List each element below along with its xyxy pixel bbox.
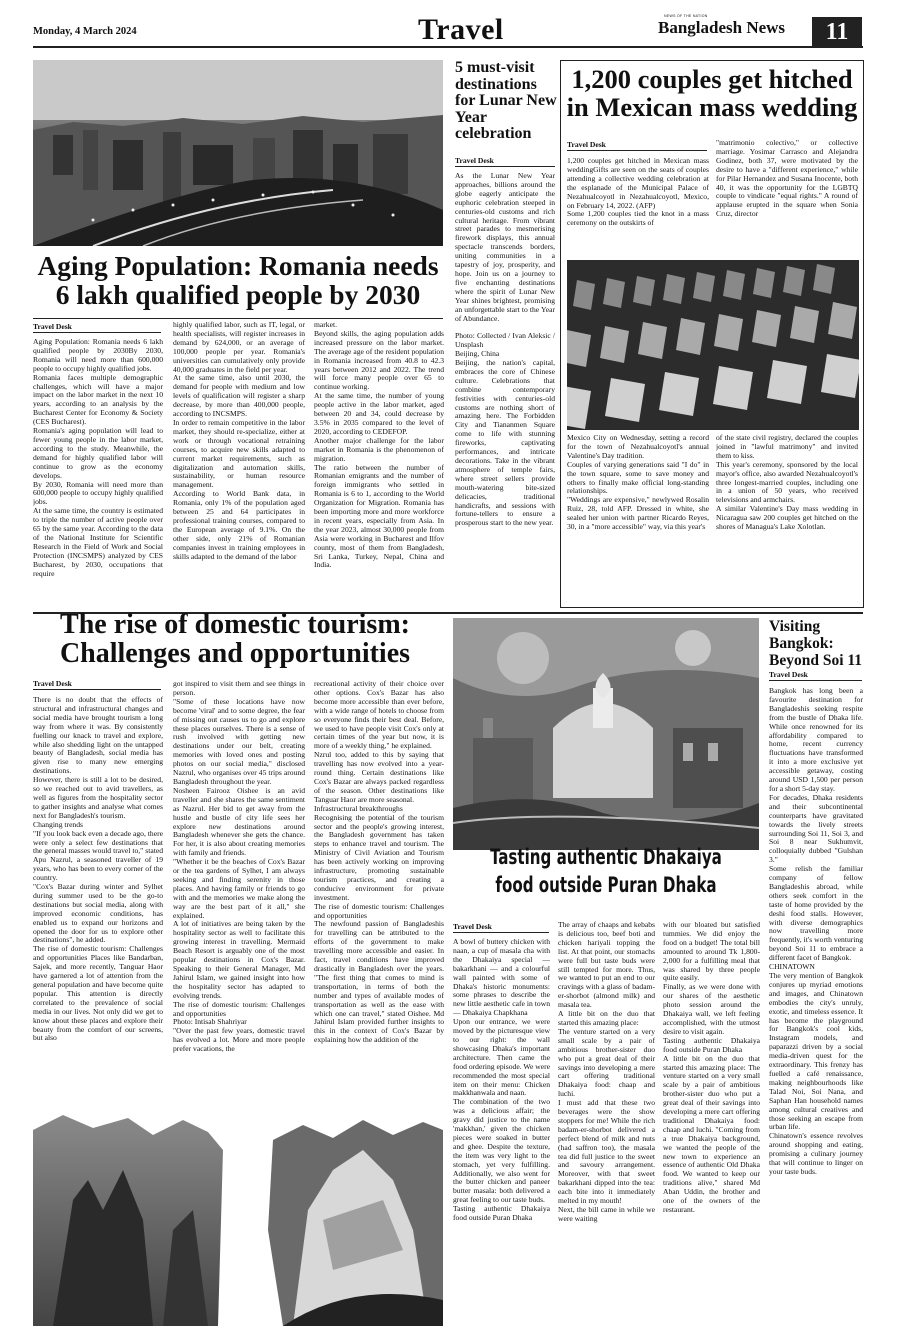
mexico-column-2-top: "matrimonio colectivo," or collective marriage. Yosimar Carrasco and Alejandra Godinez, both 37, were motivated by the desire to have a "different experience," while for Pilar Hernandez and Susana Inocente, both 40, it was the opportunity for the LGBTQ couple to vindicate "equal rights." A round of applause erupted in the square when Sonia Cruz, director [716, 139, 858, 219]
page-number: 11 [812, 17, 862, 47]
bangkok-byline-rule [769, 680, 862, 681]
dhaka-byline-rule [453, 932, 549, 933]
romania-column-2: highly qualified labor, such as IT, legal, or health specialists, will register increases in demand by 624,000, or an average of 100,000 people per year. Romania's universities can cumulatively only provide 40,000 graduates in the field per year. At the same time, also until 2030, the demand for people with medium and low levels of qualification will register a sharp decrease, by more than 400,000 people, according to INCSMPS. In order to remain competitive in the labor market, they should re-specialize, either at work or through vocational retraining courses, to acquire new skills adapted to current market requirements, such as digitalization and automation skills, sustainability, or human resource management. According to World Bank data, in Romania, only 1% of the population aged between 25 and 64 participates in professional training courses, compared to the European average of 9.1%. On the other side, only 21% of Romanian companies invest in training employees in skills adapted to the demand of the labor [173, 321, 305, 561]
tourism-column-1: There is no doubt that the effects of structural and infrastructural changes and social media have brought tourism a long way from where it was. By consistently fuelling our knack to travel and explore, while also shedding light on the untapped beauty of Bangladesh, social media has given rise to many new emerging destinations. However, there is still a lot to be desired, so we reached out to avid travellers, as well as figures from the hospitality sector to gather insights and analyse what comes next for Bangladesh's tourism. Changing trends "If you look back even a decade ago, there were only a select few destinations that the general masses would travel to," stated Apu Nazrul, a seasoned traveller of 19 years, who has been to every corner of the country. "Cox's Bazar during winter and Sylhet during summer used to be the go-to destinations but social media, along with improved economic conditions, has enabled us to expand our horizons and opened the door for us to explore other destinations", he added. The rise of domestic tourism: Challenges and opportunities Places like Bandarban, Sajek, and more recently, Tanguar Haor have garnered a lot of attention from the general population and have become quite popular. This attention is directly correlated to the prevalence of social media in our lives. Not only did we get to know about these places and explore their beauty from the comfort of our screens, but also [33, 696, 163, 1043]
romania-rule [33, 318, 443, 319]
mexico-column-2-bottom: of the state civil registry, declared the couples joined in "lawful matrimony" and invited them to kiss. This year's ceremony, sponsored by the local mayor's office, also awarded Nezahualcoyotl's three longest-married couples, including one in a union of 50 years, who received televisions and armchairs. A similar Valentine's Day mass wedding in Nicaragua saw 200 couples get hitched on the shores of Managua's Lake Xolotlan. [716, 434, 858, 532]
tourism-byline: Travel Desk [33, 679, 72, 688]
lunar-byline-rule [455, 166, 555, 167]
romania-column-1: Aging Population: Romania needs 6 lakh qualified people by 2030By 2030, Romania will need more than 600,000 people to occupy highly qualified jobs. Romania faces multiple demographic challenges, which will have a major impact on the labor market in the next 10 years, according to an analysis by the Bucharest Center for Economy & Society (CES Bucharest). Romania's aging population will lead to fewer young people in the labor market, according to the study. Meanwhile, the demand for highly qualified labor will continue to grow as the economy develops. By 2030, Romania will need more than 600,000 people to occupy highly qualified jobs. At the same time, the country is estimated to triple the number of active people over 65 by the same year. According to the data of the National Institute for Scientific Research in the Field of Work and Social Protection (INCSMPS) analyzed by CES Bucharest, by 2030, occupations that require [33, 338, 163, 578]
lunar-article-text: As the Lunar New Year approaches, billions around the globe eagerly anticipate the euphoric celebration steeped in centuries-old customs and rich cultural heritage. From vibrant street parades to mesmerising firework displays, this annual spectacle transcends borders, uniting communities in a tapestry of joy, prosperity, and hope. Join us on a journey to five enchanting destinations where the spirit of Lunar New Year shines brightest, promising an unforgettable start to the Year of Abundance. Photo: Collected / Ivan Aleksic / Unsplash Beijing, China Beijing, the nation's capital, embraces the core of Chinese culture. Celebrations that combine contemporary festivities with centuries-old customs are nothing short of amazing here. The Forbidden City and Tiananmen Square come to life with stunning fireworks, captivating performances, and intricate decorations. Take in the vibrant atmosphere of temple fairs, where street sellers provide mouth-watering bite-sized delicacies, traditional handicrafts, and sessions with fortune-tellers to ensure a prosperous start to the new year. [455, 172, 555, 528]
mexico-column-1-bottom: Mexico City on Wednesday, setting a record for the town of Nezahualcoyotl's annual Valentine's Day tradition. Couples of varying generations said "I do" in the town square, some to save money and others to finally make official long-standing relationships. "Weddings are expensive," newlywed Rosalin Ruiz, 28, told AFP. Dressed in white, she sealed her union with partner Ricardo Reyes, 30, in a "more accessible" way, via this year's [567, 434, 709, 532]
romania-headline: Aging Population: Romania needs 6 lakh qualified people by 2030 [37, 250, 439, 310]
tourism-byline-rule [33, 689, 161, 690]
mass-wedding-chairs-photo [567, 260, 859, 430]
romania-city-photo [33, 60, 443, 246]
dhaka-headline: Tasting authentic Dhakaiya food outside Puran Dhaka [490, 845, 722, 898]
dhaka-column-3: with our bloated but satisfied tummies. We did enjoy the food on a budget! The total bill amounted to around Tk 1,800-2,000 for a fulfilling meal that was shared by three people quite easily. Finally, as we were done with our shares of the aesthetic photo session around the Dhakaiya wall, we left feeling accomplished, with the utmost desire to visit again. Tasting authentic Dhakaiya food outside Puran Dhaka A little bit on the duo that started this amazing place: The venture started on a very small scale by a pair of ambitious brother-sister duo who put a great deal of their savings into developing a mere cart offering traditional Dhakaiya food: chaap and luchi. "Coming from a true Dhakaiya background, we wanted the people of the new town to experience an essence of authentic Old Dhaka food. We wanted to keep our traditions alive," shared Md Aban Uddin, the brother and one of the owners of the restaurant. [663, 921, 760, 1214]
bangkok-article-text: Bangkok has long been a favourite destination for Bangladeshis seeking respite from the bustle of Dhaka life. While once renowned for its affordability compared to home, recent currency fluctuations have transformed it into a more exclusive yet accessible getaway, costing around USD 1,500 per person for a short 5-day stay. For decades, Dhaka residents and their subcontinental counterparts have gravitated towards the lively streets surrounding Soi 11, Soi 3, and Soi 8 near Sukhumvit, colloquially dubbed "Gulshan 3." Some relish the familiar company of fellow Bangladeshis abroad, while others seek comfort in the taste of home provided by the deshi food stalls. However, with diverse demographics now travelling more frequently, it's worth venturing beyond Soi 11 to embrace a different facet of Bangkok. CHINATOWN The very mention of Bangkok conjures up myriad emotions and images, and Chinatown embodies the city's unruly, exotic, and timeless essence. It has become the playground for Bangkok's cool kids, Instagram models, and paparazzi driven by a social media-driven quest for the extraordinary. This frenzy has fuelled a café renaissance, making neighbourhoods like Talad Noi, Soi Nana, and Saphan Han household names among cultural creatives and those seeking an escape from urban life. Chinatown's essence revolves around shopping and eating, promising a culinary journey that will continue to linger on your taste buds. [769, 687, 863, 1176]
lunar-byline: Travel Desk [455, 156, 494, 165]
issue-date: Monday, 4 March 2024 [33, 26, 137, 37]
dhaka-column-1: A bowl of buttery chicken with naan, a cup of masala cha with the Dhakaiya special — bakarkhani — and a colourful wall painted with some of Dhaka's historic monuments: some phrases to describe the new little aesthetic cafe in town — Dhakaiya Chapkhana Upon our entrance, we were moved by the picturesque view to our right: the wall showcasing Dhaka's important architecture. Then came the food ordering episode. We were recommended the most special item on their menu: Chicken makkhanwala and naan. The combination of the two was a delicious affair; the gravy did justice to the name 'makkhan,' given the chicken pieces were soaked in butter and ghee. Despite the texture, the item was very light to the stomach, yet very fulfilling. Additionally, we also went for the butter chicken and paneer butter masala: both delivered a great feeling to our taste buds. Tasting authentic Dhakaiya food outside Puran Dhaka [453, 938, 550, 1223]
brand-tagline: NEWS OF THE NATION [664, 14, 708, 18]
romania-byline: Travel Desk [33, 322, 72, 331]
section-title: Travel [418, 13, 504, 46]
brand-logo [658, 14, 808, 38]
romania-column-3: market. Beyond skills, the aging population adds increased pressure on the labor market. The average age of the resident population in Romania increased from 40.8 to 42.3 years between 2012 and 2022. The trend will force many people over 65 to continue working. At the same time, the number of young people active in the labor market, aged between 20 and 34, could decrease by 3.5% in 2035 compared to the level of 2020, according to CEDEFOP. Another major challenge for the labor market in Romania is the phenomenon of migration. The ratio between the number of Romanian emigrants and the number of foreign immigrants who settled in Romania is 6 to 1, according to the World Organization for Migration. Romania has been importing more and more workforce in recent years, especially from Asia. In the year 2023, almost 30,000 people from Asia were working in Bucharest and Ilfov county, most of them from Bangladesh, Sri Lanka, Turkey, Nepal, China and India. [314, 321, 444, 570]
tourism-headline: The rise of domestic tourism: Challenges and opportunities [59, 609, 411, 670]
bangkok-headline: Visiting Bangkok: Beyond Soi 11 [769, 618, 863, 669]
mexico-byline-rule [567, 150, 707, 151]
dhaka-column-2: The array of chaaps and kebabs is delicious too, beef boti and chicken hariyali topping the list. At that point, our stomachs were full but taste buds were still tempted for more. Thus, we wanted to put an end to our cravings with a glass of badam-er-shorbot (almond milk) and masala tea. A little bit on the duo that started this amazing place: The venture started on a very small scale by a pair of ambitious brother-sister duo who put a great deal of their savings into developing a mere cart offering traditional Dhakaiya food: chaap and luchi. I must add that these two beverages were the show stoppers for me! While the rich badam-er-shorbot delivered a perfect blend of milk and nuts (had saffron too), the masala tea did full justice to the sweet and savoury arrangement. Moreover, with that sweet bakarkhani dipped into the tea: each bite into it immediately melted in my mouth! Next, the bill came in while we were waiting [558, 921, 655, 1223]
tourism-collage-photo [33, 1110, 443, 1326]
brand-name: Bangladesh News [658, 18, 786, 37]
mexico-byline: Travel Desk [567, 140, 606, 149]
romania-byline-rule [33, 332, 161, 333]
masthead-rule [33, 46, 863, 48]
tourism-column-2: got inspired to visit them and see things in person. "Some of these locations have now become 'viral' and to some degree, the fear of missing out causes us to go and explore these places ourselves. There is a sense of rush involved with getting new destinations under our belt, creating memories with loved ones and posting photos on our social media," disclosed Nazrul, who organises over 45 trips around Bangladesh throughout the year. Nosheen Fairooz Oishee is an avid traveller and she shares the same sentiment as Nazrul. Her bid to get away from the hustle and bustle of city life sees her explore new destinations around Bangladesh whenever she gets the chance. For her, it is also about creating memories with family and friends. "Whether it be the beaches of Cox's Bazar or the tea gardens of Sylhet, I am always seeking and finding serenity in those places. And having family or friends to go with and the memories we make along the way are the best part of it all," she explained. A lot of initiatives are being taken by the hospitality sector as well to facilitate this growing interest in travelling. Mermaid Beach Resort is arguably one of the most popular destinations in Cox's Bazar. Speaking to their General Manager, Md Jahirul Islam, we gained insight into how the hospitality sector has adapted to evolving trends. The rise of domestic tourism: Challenges and opportunities Photo: Intisab Shahriyar "Over the past few years, domestic travel has evolved a lot. More and more people prefer vacations, the [173, 680, 305, 1054]
dhaka-byline: Travel Desk [453, 922, 492, 931]
bangkok-byline: Travel Desk [769, 670, 808, 679]
lunar-headline: 5 must-visit destinations for Lunar New Year celebration [455, 59, 557, 142]
mexico-headline: 1,200 couples get hitched in Mexican mass wedding [566, 64, 858, 122]
dhakaiya-wall-painting-photo [453, 618, 759, 850]
mexico-column-1-top: 1,200 couples get hitched in Mexican mass weddingGifts are seen on the seats of couples attending a collective wedding celebration at the esplanade of the Municipal Palace of Nezahualcoyotl in Nezahualcoyotl, Mexico, on February 14, 2022. (AFP) Some 1,200 couples tied the knot in a mass ceremony on the outskirts of [567, 157, 709, 228]
tourism-column-3: recreational activity of their choice over other options. Cox's Bazar has also become more accessible than ever before, with a wide range of hotels to choose from so everyone finds their best deal. Before, we used to have people visit Cox's only at certain times of the year but now, it is more of a weekly thing," he explained. Nzrul too, added to this by saying that travelling has now evolved into a year-round thing. Certain destinations like Cox's Bazar are always packed regardless of the season. Other destinations like Tanguar Haor are more seasonal. Infrastructural breakthroughs Recognising the potential of the tourism sector and the people's growing interest, the Bangladesh government has taken steps to enhance travel and tourism. The Ministry of Civil Aviation and Tourism has been actively working on improving infrastructure, promoting sustainable tourism practices, and creating a conducive environment for private investment. The rise of domestic tourism: Challenges and opportunities The newfound passion of Bangladeshis for travelling can be attributed to the efforts of the government to make travelling more accessible and easier. In fact, travel conditions have improved drastically in Bangladesh over the years. "The first thing that comes to mind is transportation, in terms of both the number and types of available modes of transportation as well as the ease with which one can travel," stated Oishee. Md Jahirul Islam provided further insights to this in the context of Cox's Bazar by explaining how the addition of the [314, 680, 444, 1045]
